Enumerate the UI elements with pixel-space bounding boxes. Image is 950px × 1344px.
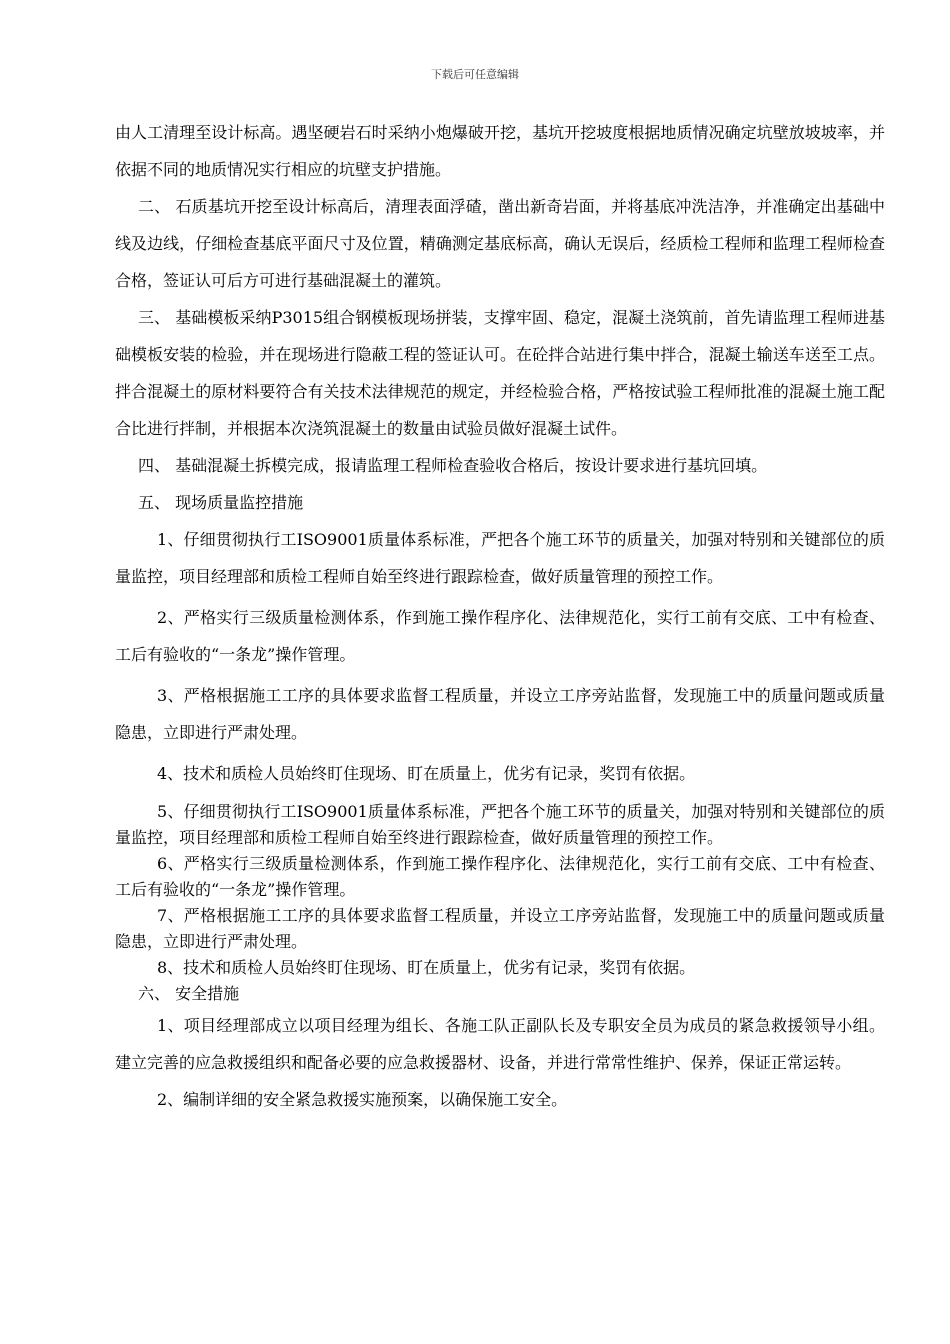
safety-item-2: 2、编制详细的安全紧急救援实施预案，以确保施工安全。 bbox=[157, 1090, 568, 1109]
list-item-2: 2、严格实行三级质量检测体系，作到施工操作程序化、法律规范化，实行工前有交底、工中有检查、工后有验收的“一条龙”操作管理。 bbox=[115, 608, 885, 664]
safety-item-1: 1、项目经理部成立以项目经理为组长、各施工队正副队长及专职安全员为成员的紧急救援领导小组。建立完善的应急救援组织和配备必要的应急救援器材、设备，并进行常常性维护、保养，保证正常运转。 bbox=[115, 1016, 885, 1072]
list-item-7: 7、严格根据施工工序的具体要求监督工程质量，并设立工序旁站监督，发现施工中的质量问题或质量隐患，立即进行严肃处理。 bbox=[115, 906, 885, 951]
page-header-note: 下载后可任意编辑 bbox=[431, 68, 519, 81]
paragraph-section-3: 三、 基础模板采纳P3015组合钢模板现场拼装，支撑牢固、稳定，混凝土浇筑前，首先请监理工程师进基础模板安装的检验，并在现场进行隐蔽工程的签证认可。在砼拌合站进行集中拌合，混凝土输送车送至工点。拌合混凝土的原材料要符合有关技术法律规范的规定，并经检验合格，严格按试验工程师批准的混凝土施工配合比进行拌制，并根据本次浇筑混凝土的数量由试验员做好混凝土试件。 bbox=[115, 308, 885, 438]
list-item-3: 3、严格根据施工工序的具体要求监督工程质量，并设立工序旁站监督，发现施工中的质量问题或质量隐患，立即进行严肃处理。 bbox=[115, 686, 885, 742]
paragraph-continuation: 由人工清理至设计标高。遇坚硬岩石时采纳小炮爆破开挖，基坑开挖坡度根据地质情况确定坑壁放坡坡率，并依据不同的地质情况实行相应的坑壁支护措施。 bbox=[115, 123, 885, 179]
section-heading-quality-control: 五、 现场质量监控措施 bbox=[138, 493, 304, 512]
list-item-1: 1、仔细贯彻执行工ISO9001质量体系标准，严把各个施工环节的质量关，加强对特别和关键部位的质量监控，项目经理部和质检工程师自始至终进行跟踪检查，做好质量管理的预控工作。 bbox=[115, 530, 885, 586]
paragraph-section-4: 四、 基础混凝土拆模完成，报请监理工程师检查验收合格后，按设计要求进行基坑回填。 bbox=[138, 456, 768, 475]
list-item-5: 5、仔细贯彻执行工ISO9001质量体系标准，严把各个施工环节的质量关，加强对特别和关键部位的质量监控，项目经理部和质检工程师自始至终进行跟踪检查，做好质量管理的预控工作。 bbox=[115, 802, 885, 847]
list-item-4: 4、技术和质检人员始终盯住现场、盯在质量上，优劣有记录，奖罚有依据。 bbox=[157, 764, 696, 783]
section-heading-safety: 六、 安全措施 bbox=[138, 984, 240, 1003]
document-body bbox=[115, 114, 885, 1118]
list-item-8: 8、技术和质检人员始终盯住现场、盯在质量上，优劣有记录，奖罚有依据。 bbox=[157, 958, 696, 977]
list-item-6: 6、严格实行三级质量检测体系，作到施工操作程序化、法律规范化，实行工前有交底、工中有检查、工后有验收的“一条龙”操作管理。 bbox=[115, 854, 885, 899]
paragraph-section-2: 二、 石质基坑开挖至设计标高后，清理表面浮碴，凿出新奇岩面，并将基底冲洗洁净，并准确定出基础中线及边线，仔细检查基底平面尺寸及位置，精确测定基底标高，确认无误后，经质检工程师和监理工程师检查合格，签证认可后方可进行基础混凝土的灌筑。 bbox=[115, 197, 885, 290]
